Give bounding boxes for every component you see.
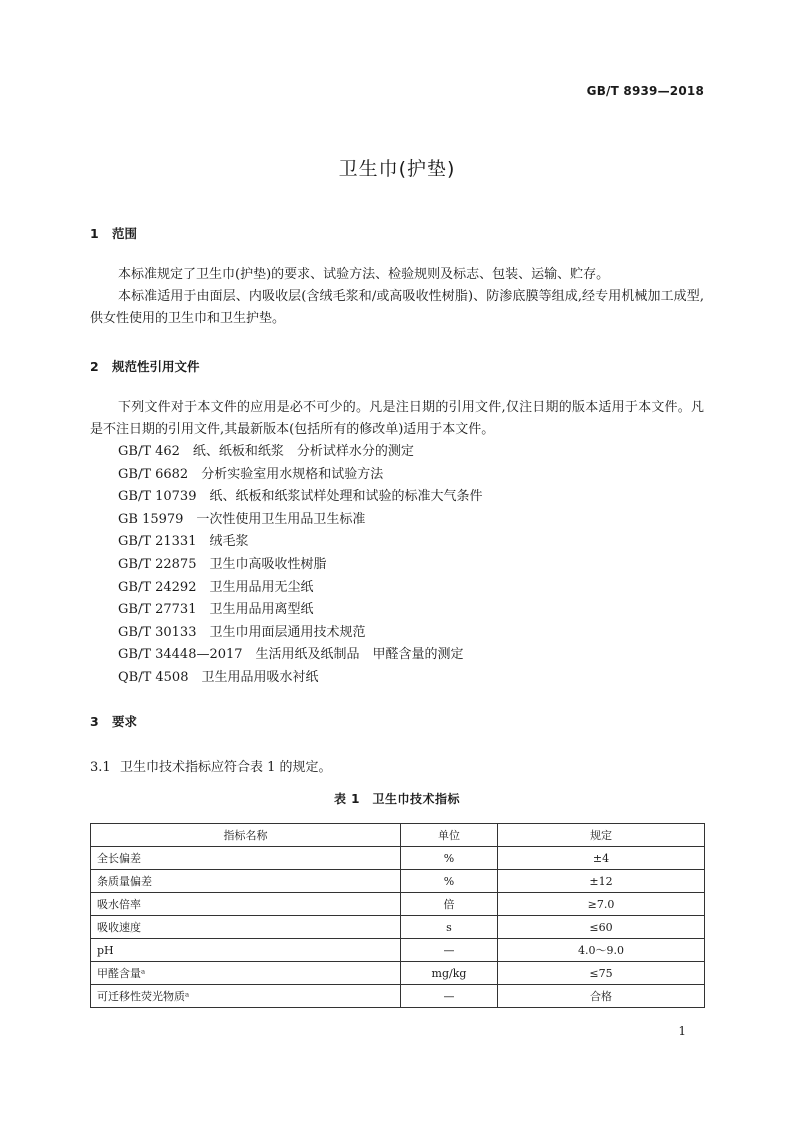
section-number: 3 [90, 714, 99, 729]
table-cell: 吸水倍率 [91, 893, 401, 916]
table-cell: 倍 [401, 893, 498, 916]
normative-references-list [118, 441, 482, 690]
table-cell: ≤75 [498, 962, 705, 985]
table-row [91, 847, 705, 870]
table-cell: % [401, 847, 498, 870]
table-caption: 表 1 卫生巾技术指标 [333, 792, 461, 806]
section-number: 2 [90, 359, 99, 374]
table-cell: ≥7.0 [498, 893, 705, 916]
table-cell: pH [91, 939, 401, 962]
section-1-paragraph-1: 本标准规定了卫生巾(护垫)的要求、试验方法、检验规则及标志、包装、运输、贮存。 [118, 267, 610, 282]
reference-item: GB 15979 一次性使用卫生用品卫生标准 [118, 511, 366, 527]
table-cell: 甲醛含量ᵃ [91, 962, 401, 985]
reference-item: GB/T 22875 卫生巾高吸收性树脂 [118, 556, 327, 572]
standard-number: GB/T 8939—2018 [586, 84, 704, 98]
reference-item: GB/T 10739 纸、纸板和纸浆试样处理和试验的标准大气条件 [118, 489, 483, 505]
column-header: 单位 [401, 824, 498, 847]
technical-indicators-table [90, 823, 705, 1008]
reference-item: GB/T 34448—2017 生活用纸及纸制品 甲醛含量的测定 [118, 647, 464, 663]
table-cell: — [401, 985, 498, 1008]
reference-item: QB/T 4508 卫生用品用吸水衬纸 [118, 669, 319, 685]
clause-3-1 [90, 756, 332, 775]
table-cell: % [401, 870, 498, 893]
table-row [91, 985, 705, 1008]
document-title: 卫生巾(护垫) [338, 158, 456, 180]
reference-item: GB/T 27731 卫生用品用离型纸 [118, 602, 314, 618]
table-cell: ±12 [498, 870, 705, 893]
table-row [91, 916, 705, 939]
page-number: 1 [678, 1024, 686, 1038]
section-title: 范围 [112, 226, 138, 241]
column-header: 指标名称 [91, 824, 401, 847]
section-1-paragraph-2: 本标准适用于由面层、内吸收层(含绒毛浆和/或高吸收性树脂)、防渗底膜等组成,经专用机械加工成型,供女性使用的卫生巾和卫生护垫。 [90, 289, 704, 326]
table-cell: mg/kg [401, 962, 498, 985]
table-row [91, 870, 705, 893]
section-title: 要求 [112, 714, 138, 729]
table-cell: ±4 [498, 847, 705, 870]
reference-item: GB/T 30133 卫生巾用面层通用技术规范 [118, 624, 366, 640]
section-3-heading [90, 712, 137, 730]
column-header: 规定 [498, 824, 705, 847]
section-title: 规范性引用文件 [112, 359, 200, 374]
clause-number: 3.1 [90, 760, 111, 775]
table-cell: 全长偏差 [91, 847, 401, 870]
table-cell: 条质量偏差 [91, 870, 401, 893]
table-row [91, 962, 705, 985]
reference-item: GB/T 24292 卫生用品用无尘纸 [118, 579, 314, 595]
table-row [91, 939, 705, 962]
table-cell: 4.0～9.0 [498, 939, 705, 962]
section-number: 1 [90, 226, 99, 241]
section-2-heading [90, 357, 200, 375]
reference-item: GB/T 6682 分析实验室用水规格和试验方法 [118, 466, 384, 482]
table-header-row [91, 824, 705, 847]
reference-item: GB/T 21331 绒毛浆 [118, 534, 249, 550]
table-cell: 可迁移性荧光物质ᵃ [91, 985, 401, 1008]
table-cell: ≤60 [498, 916, 705, 939]
reference-item: GB/T 462 纸、纸板和纸浆 分析试样水分的测定 [118, 444, 414, 459]
clause-text: 卫生巾技术指标应符合表 1 的规定。 [120, 760, 332, 775]
table-cell: — [401, 939, 498, 962]
table-row [91, 893, 705, 916]
section-2-paragraph-1: 下列文件对于本文件的应用是必不可少的。凡是注日期的引用文件,仅注日期的版本适用于本文件。凡是不注日期的引用文件,其最新版本(包括所有的修改单)适用于本文件。 [90, 400, 704, 437]
table-cell: 吸收速度 [91, 916, 401, 939]
table-cell: 合格 [498, 985, 705, 1008]
section-1-heading [90, 224, 137, 242]
table-cell: s [401, 916, 498, 939]
